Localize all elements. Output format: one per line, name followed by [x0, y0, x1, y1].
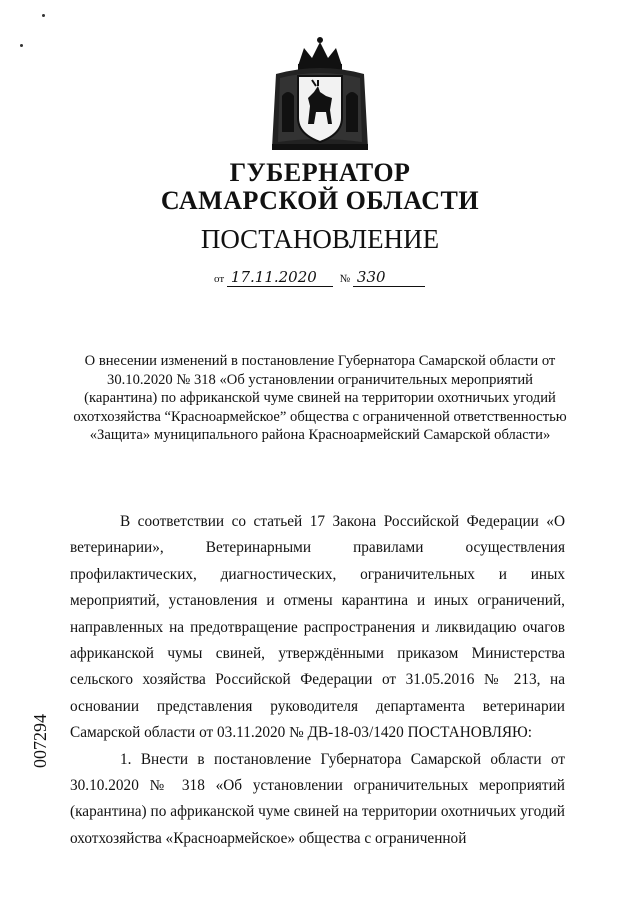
scan-speck [20, 44, 23, 47]
document-number: 330 [353, 268, 425, 287]
scan-speck [42, 14, 45, 17]
body-paragraph-2: 1. Внести в постановление Губернатора Самарской области от 30.10.2020 № 318 «Об установлении ограничительных мероприятий (карантина) по африканской чуме свиней на территории охотничьих угодий охотхозяйства «Красноармейское» общества с ограниченной [70, 750, 565, 847]
registration-number-stamp: 007294 [30, 714, 50, 768]
samara-coat-of-arms-icon [268, 36, 372, 154]
body-paragraph-1: В соответствии со статьей 17 Закона Российской Федерации «О ветеринарии», Ветеринарными правилами осуществления профилактических, диагностических, ограничительных и иных мероприятий, установления и отмены карантина и иных ограничений, направленных на предотвращение распространения и ликвидацию очагов африканской чумы свиней, утверждёнными приказом Министерства сельского хозяйства Российской Федерации от 31.05.2016 № 213, на основании представления руководителя департамента ветеринарии Самарской области от 03.11.2020 № ДВ-18-03/1420 ПОСТАНОВЛЯЮ: [70, 513, 565, 742]
from-label: от [214, 273, 225, 285]
document-body [70, 509, 565, 852]
document-date: 17.11.2020 [227, 268, 333, 287]
number-label: № [339, 273, 351, 285]
issuer-title-line2: САМАРСКОЙ ОБЛАСТИ [160, 186, 480, 215]
date-number-line [214, 268, 434, 287]
document-subject: О внесении изменений в постановление Губернатора Самарской области от 30.10.2020 № 318 «Об установлении ограничительных мероприятий (карантина) по африканской чуме свиней на территории охотничьих угодий охотхозяйства “Красноармейское” общества с ограниченной ответственностью «Защита» муниципального района Красноармейский Самарской области» [73, 353, 567, 444]
document-type-title: ПОСТАНОВЛЕНИЕ [200, 224, 440, 254]
issuer-title-line1: ГУБЕРНАТОР [229, 158, 411, 187]
